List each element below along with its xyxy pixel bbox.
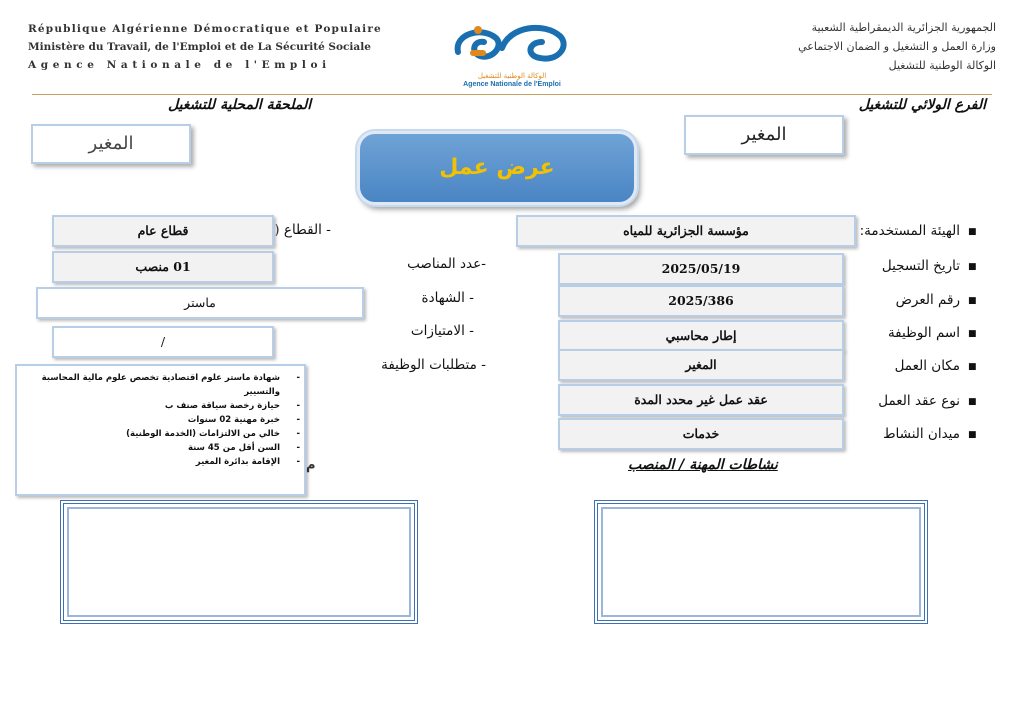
job-name-value: إطار محاسبي: [558, 320, 844, 352]
bullet-icon: ■: [968, 262, 977, 272]
benefits-value: /: [52, 326, 274, 358]
header-arabic: [616, 18, 996, 75]
bullet-icon: ■: [968, 362, 977, 372]
anem-logo-icon: [448, 16, 576, 72]
header-french: [28, 20, 428, 74]
list-item: - حيازة رخصة سياقة صنف ب: [37, 399, 282, 413]
bullet-icon: ■: [968, 430, 977, 440]
header-fr-line-1: République Algérienne Démocratique et Populaire: [28, 23, 382, 35]
bullet-icon: ■: [968, 296, 977, 306]
list-item: - الإقامة بدائرة المغير: [37, 455, 282, 469]
wilaya-branch-label: الفرع الولائي للتشغيل: [858, 97, 986, 113]
employer-label: الهيئة المستخدمة:: [859, 223, 960, 239]
contract-type-label: نوع عقد العمل: [878, 393, 960, 409]
offer-title: عرض عمل: [439, 155, 555, 180]
positions-value: 01 منصب: [52, 251, 274, 283]
activity-domain-value: خدمات: [558, 418, 844, 450]
truncated-heading: م: [306, 458, 316, 473]
job-name-label: اسم الوظيفة: [887, 325, 960, 341]
header-divider: [32, 94, 992, 95]
benefits-label: - الامتيازات: [410, 323, 474, 339]
diploma-label: - الشهادة: [421, 290, 474, 306]
work-place-label: مكان العمل: [894, 358, 960, 374]
logo-french-text: Agence Nationale de l'Emploi: [463, 81, 561, 88]
list-item: - السن أقل من 45 سنة: [37, 441, 282, 455]
local-branch-label: الملحقة المحلية للتشغيل: [168, 97, 312, 113]
contract-type-value: عقد عمل غير محدد المدة: [558, 384, 844, 416]
requirements-list: [37, 371, 282, 469]
header-ar-line-3: الوكالة الوطنية للتشغيل: [888, 59, 996, 72]
header-ar-line-1: الجمهورية الجزائرية الديمقراطية الشعبية: [811, 21, 996, 34]
sector-label: - القطاع (: [274, 222, 331, 238]
notes-frame: [60, 500, 418, 624]
local-city-box: المغير: [31, 124, 191, 164]
list-item: - خالي من الالتزامات (الخدمة الوطنية): [37, 427, 282, 441]
wilaya-city-box: المغير: [684, 115, 844, 155]
requirements-label: - متطلبات الوظيفة: [381, 357, 486, 373]
offer-number-label: رقم العرض: [895, 292, 960, 308]
diploma-value: ماستر: [36, 287, 364, 319]
list-item: - خبرة مهنية 02 سنوات: [37, 413, 282, 427]
employer-value: مؤسسة الجزائرية للمياه: [516, 215, 856, 247]
header-fr-line-3: Agence Nationale de l'Emploi: [28, 59, 331, 71]
offer-title-banner: [357, 131, 637, 205]
activity-domain-label: ميدان النشاط: [883, 426, 960, 442]
activities-frame: [594, 500, 928, 624]
offer-number-value: 2025/386: [558, 285, 844, 317]
bullet-icon: ■: [968, 227, 977, 237]
work-place-value: المغير: [558, 349, 844, 381]
sector-value: قطاع عام: [52, 215, 274, 247]
anem-logo: [448, 16, 576, 90]
bullet-icon: ■: [968, 397, 977, 407]
requirements-box: [15, 364, 306, 496]
header-fr-line-2: Ministère du Travail, de l'Emploi et de La Sécurité Sociale: [28, 41, 371, 53]
list-item: - شهادة ماستر علوم اقتصادية تخصص علوم مالية المحاسبة والتسيير: [37, 371, 282, 399]
header-ar-line-2: وزارة العمل و التشغيل و الضمان الاجتماعي: [798, 40, 996, 53]
activities-title: نشاطات المهنة / المنصب: [628, 457, 778, 473]
bullet-icon: ■: [968, 329, 977, 339]
reg-date-value: 2025/05/19: [558, 253, 844, 285]
logo-arabic-text: الوكالة الوطنية للتشغيل: [477, 72, 547, 80]
positions-label: -عدد المناصب: [407, 256, 486, 272]
reg-date-label: تاريخ التسجيل: [881, 258, 960, 274]
